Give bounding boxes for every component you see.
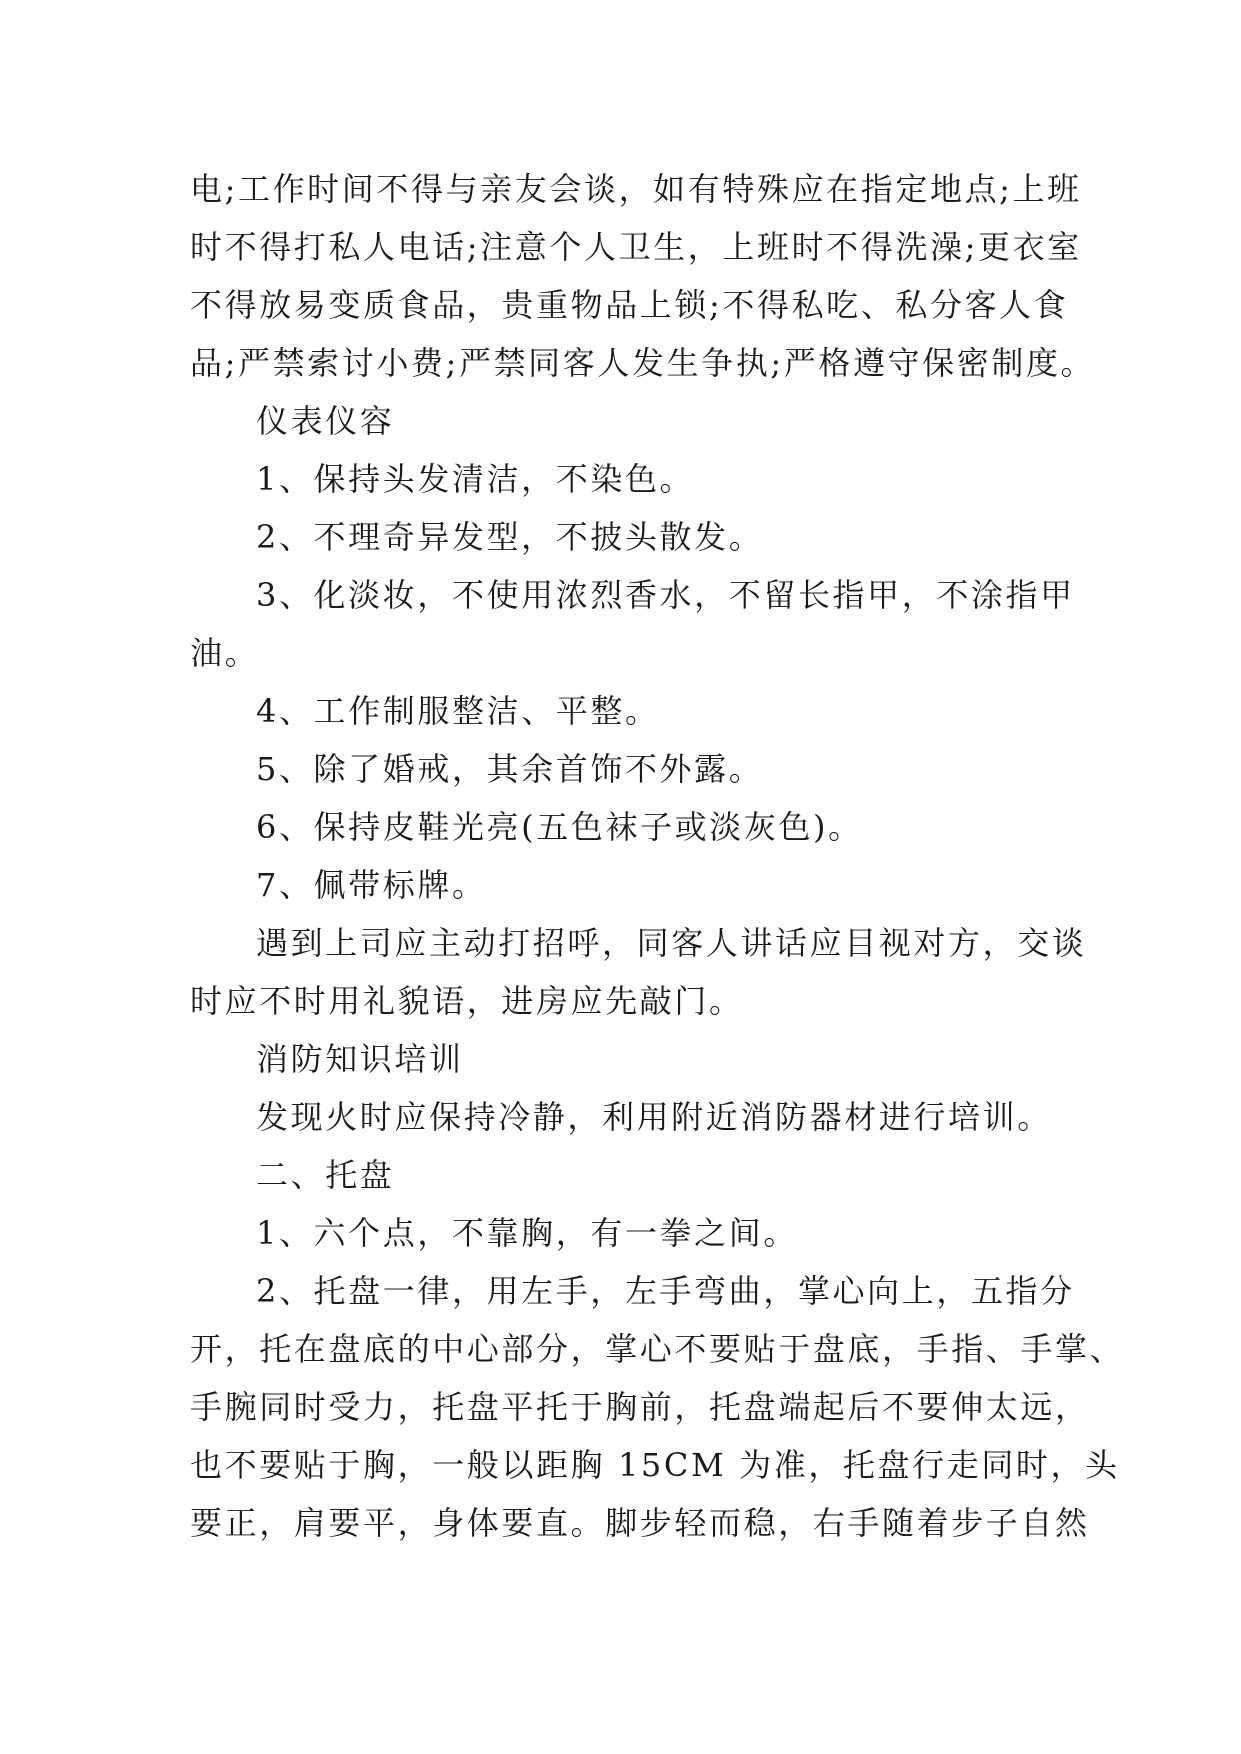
- list-item-continuation: 油。: [190, 634, 260, 672]
- paragraph-line: 时不得打私人电话;注意个人卫生，上班时不得洗澡;更衣室: [190, 228, 1082, 266]
- list-item-continuation: 要正，肩要平，身体要直。脚步轻而稳，右手随着步子自然: [190, 1504, 1090, 1542]
- section-heading: 仪表仪容: [256, 402, 395, 440]
- list-item: 7、佩带标牌。: [256, 866, 487, 904]
- paragraph-line: 电;工作时间不得与亲友会谈，如有特殊应在指定地点;上班: [190, 170, 1082, 208]
- paragraph-line: 时应不时用礼貌语，进房应先敲门。: [190, 982, 744, 1020]
- list-item-continuation: 开，托在盘底的中心部分，掌心不要贴于盘底，手指、手掌、: [190, 1330, 1125, 1368]
- list-item: 1、六个点，不靠胸，有一拳之间。: [256, 1214, 798, 1252]
- paragraph-line: 品;严禁索讨小费;严禁同客人发生争执;严格遵守保密制度。: [190, 344, 1096, 382]
- document-body: [190, 160, 1125, 1552]
- list-item: 6、保持皮鞋光亮(五色袜子或淡灰色)。: [256, 808, 863, 846]
- list-item-continuation: 手腕同时受力，托盘平托于胸前，托盘端起后不要伸太远，: [190, 1388, 1090, 1426]
- section-heading: 消防知识培训: [256, 1040, 464, 1078]
- list-item: 5、除了婚戒，其余首饰不外露。: [256, 750, 764, 788]
- list-item: 2、不理奇异发型，不披头散发。: [256, 518, 764, 556]
- section-heading: 二、托盘: [256, 1156, 395, 1194]
- list-item: 1、保持头发清洁，不染色。: [256, 460, 695, 498]
- paragraph-line: 不得放易变质食品，贵重物品上锁;不得私吃、私分客人食: [190, 286, 1069, 324]
- list-item: 4、工作制服整洁、平整。: [256, 692, 660, 730]
- list-item: 3、化淡妆，不使用浓烈香水，不留长指甲，不涂指甲: [256, 576, 1075, 614]
- list-item: 2、托盘一律，用左手，左手弯曲，掌心向上，五指分: [256, 1272, 1075, 1310]
- paragraph-line: 遇到上司应主动打招呼，同客人讲话应目视对方，交谈: [256, 924, 1087, 962]
- list-item-continuation: 也不要贴于胸，一般以距胸 15CM 为准，托盘行走同时，头: [190, 1446, 1120, 1484]
- paragraph-line: 发现火时应保持冷静，利用附近消防器材进行培训。: [256, 1098, 1052, 1136]
